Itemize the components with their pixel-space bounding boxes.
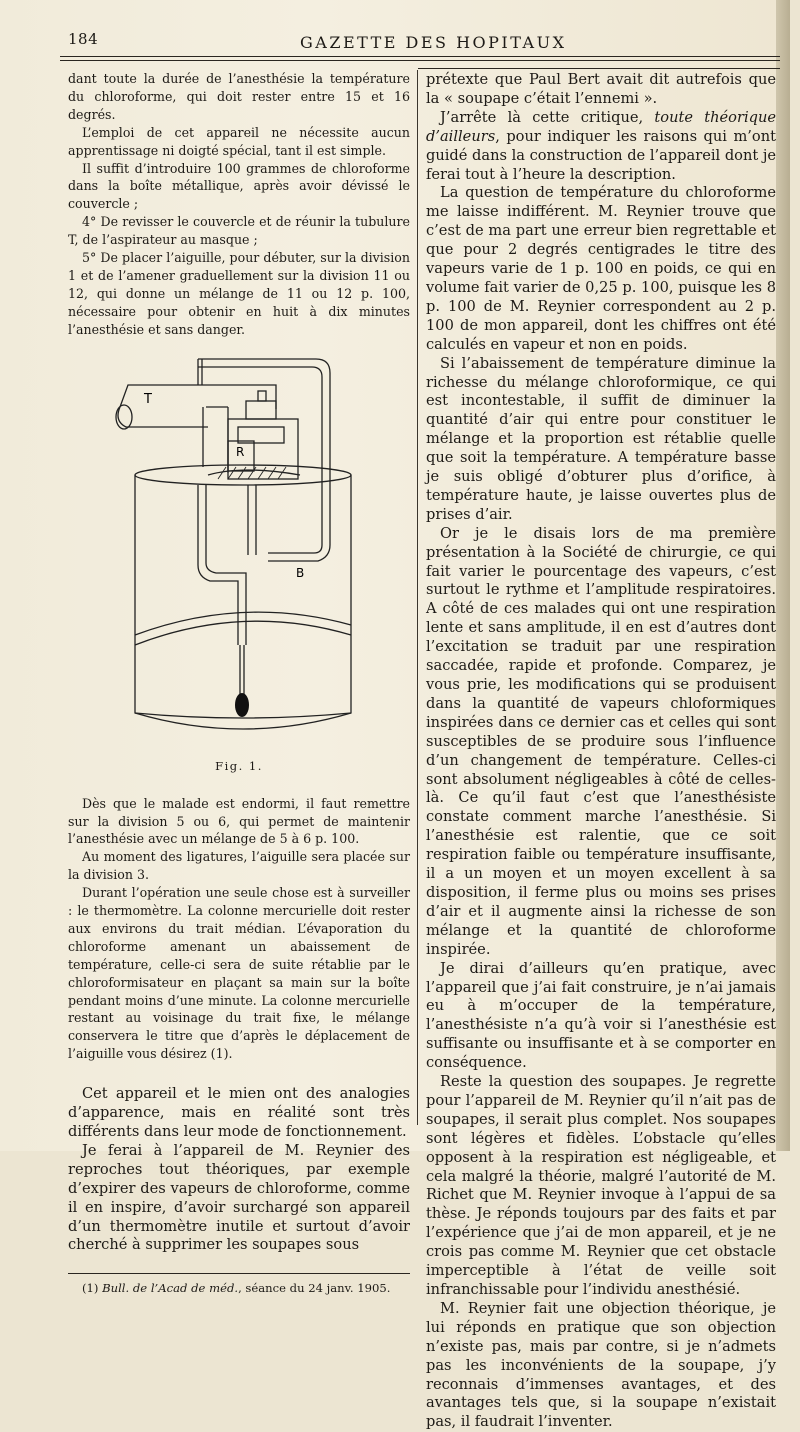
paragraph: Il suffit d’introduire 100 grammes de chloroforme dans la boîte métallique, après avoir dévissé le couvercle ; [68,160,410,212]
footnote-rule [68,1273,410,1274]
paragraph: Dès que le malade est endormi, il faut remettre sur la division 5 ou 6, qui permet de maintenir l’anesthésie avec un mélange de 5 à 6 p. 100. [68,795,410,847]
paragraph: J’arrête là cette critique, toute théorique d’ailleurs, pour indiquer les raisons qui m’ont guidé dans la construction de l’appareil dont je ferai tout à l’heure la description. [426,108,777,183]
left-tube [198,485,238,645]
paragraph: 5° De placer l’aiguille, pour débuter, sur la division 1 et de l’amener graduellement sur la division 11 ou 12, qui donne un mélange de 11 ou 12 p. 100, nécessaire pour obtenir en huit à dix minutes l’anesthésie et sans danger. [68,250,410,337]
paragraph: Je ferai à l’appareil de M. Reynier des reproches tout théoriques, par exemple d’expirer des vapeurs de chloroforme, comme il en inspire, d’avoir surchargé son appareil d’un thermomètre inutile et surtout d’avoir cherché à supprimer les soupapes sous [68,1141,410,1254]
journal-title: GAZETTE DES HOPITAUX [300,33,567,52]
page-spine-edge [776,0,790,1151]
page-number: 184 [68,30,99,48]
figure-caption: Fig. 1. [215,758,263,773]
vessel-wall [135,475,351,729]
paragraph: Or je le disais lors de ma première présentation à la Société de chirurgie, ce qui fait varier le pourcentage des vapeurs, c’est surtout le rythme et l’amplitude respiratoires. A côté de ces malades qui ont une respiration lente et sans amplitude, il en est d’autres dont l’excitation se traduit par une respiration saccadée, rapide et profonde. Comparez, je vous prie, les modifications qui se produisent dans la quantité de vapeurs chloformiques inspirées dans ce dernier cas et celles qui sont susceptibles de se produire sous l’influence d’un changement de température. Celles-ci sont absolument négligeables à côté de celles-là. Ce qu’il faut c’est que l’anesthésiste constate comment marche l’anesthésie. Si l’anesthésie est ralentie, que ce soit respiration faible ou température insuffisante, il a un moyen et un moyen excellent à sa disposition, il ferme plus ou moins ses prises d’air et il augmente ainsi la richesse de son mélange et la quantité de chloroforme inspirée. [426,524,776,958]
paragraph: Reste la question des soupapes. Je regrette pour l’appareil de M. Reynier qu’il n’ait pas de soupapes, il serait plus complet. Nos soupapes sont légères et fidèles. L’obstacle qu’elles opposent à la respiration est négligeable, et cela malgré la théorie, malgré l’autorité de M. Richet que M. Reynier invoque à l’appui de sa thèse. Je réponds toujours par des faits et par l’expérience que j’ai de mon appareil, et je ne crois pas comme M. Reynier que cet obstacle imperceptible à l’état de veille soit infranchissable pour l’individu anesthésié. [426,1073,776,1298]
label-T: T [144,391,152,407]
paragraph: Au moment des ligatures, l’aiguille sera placée sur la division 3. [68,849,410,883]
column-divider [417,70,418,1125]
left-column [68,70,410,1296]
paragraph: Durant l’opération une seule chose est à surveiller : le thermomètre. La colonne mercurielle doit rester aux environs du trait médian. L’évaporation du chloroforme amenant un abaissement de température, celle-ci sera de suite rétablie par le chloroformisateur en plaçant sa main sur la boîte pendant moins d’une minute. La colonne mercurielle restant au voisinage du trait fixe, le mélange conservera le titre que d’après le déplacement de l’aiguille vous désirez (1). [68,885,410,1062]
apparatus-drawing [68,345,410,757]
thermometer-bulb [235,693,249,717]
top-tube-outer [198,359,330,545]
right-column [426,71,776,1432]
paragraph: 4° De revisser le couvercle et de réunir la tubulure T, de l’aspirateur au masque ; [68,214,410,248]
paragraph: Si l’abaissement de température diminue la richesse du mélange chloroformique, ce qui est incontestable, il suffit de diminuer la quantité d’air qui entre pour constituer le mélange et la proportion est rétablie quelle que soit la température. A température basse je suis obligé d’obturer plus d’orifice, à température haute, je laisse ouvertes plus de prises d’air. [426,354,776,523]
paragraph: Cet appareil et le mien ont des analogies d’apparence, mais en réalité sont très différents dans leur mode de fonctionnement. [68,1085,410,1140]
paragraph: Je dirai d’ailleurs qu’en pratique, avec l’appareil que j’ai fait construire, je n’ai jamais eu à m’occuper de la température, l’anesthésiste n’a qu’à voir si l’anesthésie est suffisante ou insuffisante et à se comporter en conséquence. [426,959,776,1072]
top-tube-inner [198,367,322,545]
paragraph: dant toute la durée de l’anesthésie la température du chloroforme, qui doit rester entre 15 et 16 degrés. [68,71,410,122]
paragraph: M. Reynier fait une objection théorique, je lui réponds en pratique que son objection n’existe pas, mais par contre, si je n’admets pas les inconvénients de la soupape, j’y reconnais d’immenses avantages, et des avantages tels que, si la soupape n’existait pas, il faudrait l’inventer. [426,1299,776,1431]
paragraph: L’emploi de cet appareil ne nécessite aucun apprentissage ni doigté spécial, tant il est simple. [68,124,410,158]
right-column-top-rule [418,68,780,69]
figure-apparatus [68,345,410,757]
label-B: B [296,565,305,580]
paragraph: La question de température du chloroforme me laisse indifférent. M. Reynier trouve que c’est de ma part une erreur bien regrettable et que pour 2 degrés centigrades le titre des vapeurs varie de 1 p. 100 en poids, ce qui en volume fait varier de 0,25 p. 100, puisque les 8 p. 100 de M. Reynier correspondent au 2 p. 100 de mon appareil, dont les chiffres ont été calculés en vapeur et non en poids. [426,184,776,353]
footnote: (1) Bull. de l’Acad de méd., séance du 24 janv. 1905. [82,1281,391,1296]
header-rule-thin [60,60,780,61]
label-R: R [236,444,245,459]
liquid-line [135,612,351,635]
header-rule-thick [60,56,780,57]
paragraph: prétexte que Paul Bert avait dit autrefois que la « soupape c’était l’ennemi ». [426,71,776,107]
vessel-top [135,465,351,485]
